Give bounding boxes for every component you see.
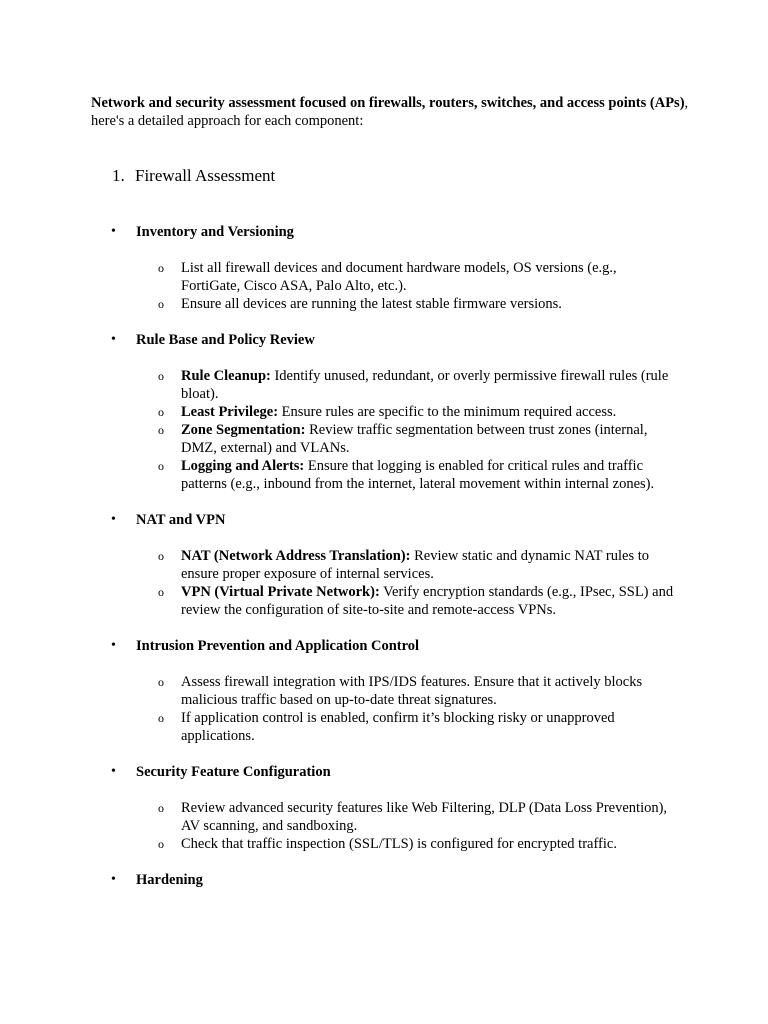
list-item-text: Ensure that logging is enabled for critical rules and traffic patterns (e.g., inbound from the internet, lateral movement within internal zones).: [181, 458, 655, 492]
list-item: [181, 709, 676, 745]
list-item: [181, 799, 676, 835]
list-item-text: Identify unused, redundant, or overly permissive firewall rules (rule bloat).: [181, 368, 669, 402]
section-title: Intrusion Prevention and Application Control: [136, 638, 420, 654]
heading-title: Firewall Assessment: [135, 166, 276, 185]
sub-bullet-icon: o: [158, 711, 164, 725]
section-title: Hardening: [136, 872, 203, 888]
section-title: NAT and VPN: [136, 512, 226, 528]
sub-bullet-icon: o: [158, 837, 164, 851]
bullet-icon: •: [111, 764, 116, 779]
list-item: [181, 421, 676, 457]
list-item-text: List all firewall devices and document hardware models, OS versions (e.g., FortiGate, Cisco ASA, Palo Alto, etc.).: [181, 260, 617, 294]
list-item-text: Review static and dynamic NAT rules to ensure proper exposure of internal services.: [181, 548, 649, 582]
bullet-icon: •: [111, 332, 116, 347]
list-item-label: NAT (Network Address Translation):: [181, 548, 411, 564]
section-title: Inventory and Versioning: [136, 224, 294, 240]
list-item: [181, 403, 676, 421]
bullet-icon: •: [111, 512, 116, 527]
list-item: [181, 295, 676, 313]
list-item: [181, 583, 676, 619]
list-item-text: If application control is enabled, confirm it’s blocking risky or unapproved applications.: [181, 710, 615, 744]
heading-number: 1.: [112, 166, 125, 185]
section-title: Rule Base and Policy Review: [136, 332, 315, 348]
sub-bullet-icon: o: [158, 261, 164, 275]
sub-bullet-icon: o: [158, 369, 164, 383]
list-item-label: Logging and Alerts:: [181, 458, 305, 474]
list-item-label: Rule Cleanup:: [181, 368, 271, 384]
list-item-text: Review traffic segmentation between trust zones (internal, DMZ, external) and VLANs.: [181, 422, 648, 456]
list-item: [181, 457, 676, 493]
list-item-text: Ensure rules are specific to the minimum required access.: [278, 404, 617, 420]
sub-bullet-icon: o: [158, 297, 164, 311]
list-item-label: Least Privilege:: [181, 404, 279, 420]
sub-bullet-icon: o: [158, 459, 164, 473]
sub-bullet-icon: o: [158, 549, 164, 563]
intro-bold-text: Network and security assessment focused on firewalls, routers, switches, and access points (APs): [91, 95, 685, 111]
list-item-label: VPN (Virtual Private Network):: [181, 584, 380, 600]
list-item: [181, 547, 676, 583]
bullet-icon: •: [111, 872, 116, 887]
bullet-icon: •: [111, 224, 116, 239]
list-item-text: Ensure all devices are running the latest stable firmware versions.: [181, 296, 562, 312]
list-item-text: Check that traffic inspection (SSL/TLS) is configured for encrypted traffic.: [181, 836, 617, 852]
sub-bullet-icon: o: [158, 405, 164, 419]
list-item-text: Verify encryption standards (e.g., IPsec, SSL) and review the configuration of site-to-site and remote-access VPNs.: [181, 584, 674, 618]
sub-bullet-icon: o: [158, 423, 164, 437]
bullet-icon: •: [111, 638, 116, 653]
intro-paragraph: [91, 94, 691, 130]
sub-bullet-icon: o: [158, 675, 164, 689]
list-item: [181, 259, 676, 295]
intro-rest-text: , here's a detailed approach for each component:: [91, 95, 689, 129]
list-item-label: Zone Segmentation:: [181, 422, 306, 438]
section-title: Security Feature Configuration: [136, 764, 331, 780]
list-item: [181, 367, 676, 403]
sub-bullet-icon: o: [158, 585, 164, 599]
list-item: [181, 673, 676, 709]
sub-bullet-icon: o: [158, 801, 164, 815]
list-item-text: Assess firewall integration with IPS/IDS features. Ensure that it actively blocks malicious traffic based on up-to-date threat signatures.: [181, 674, 643, 708]
list-item-text: Review advanced security features like Web Filtering, DLP (Data Loss Prevention), AV scanning, and sandboxing.: [181, 800, 668, 834]
section-heading: [112, 166, 275, 186]
list-item: [181, 835, 676, 853]
